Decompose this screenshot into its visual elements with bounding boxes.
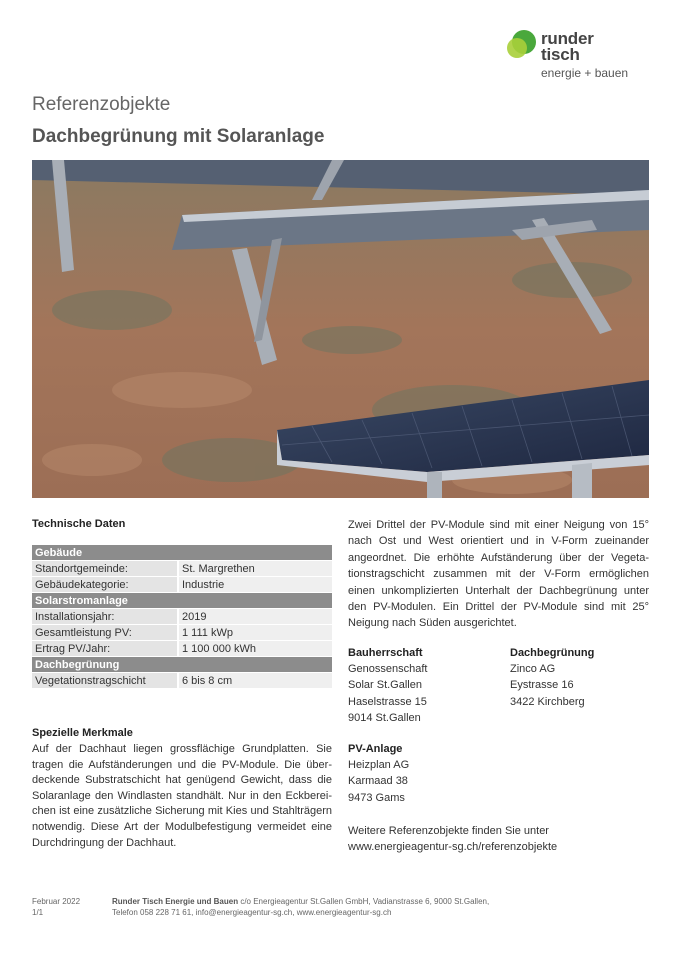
table-value: 1 111 kWp bbox=[179, 625, 332, 640]
party-line: Solar St.Gallen bbox=[348, 679, 422, 692]
features-text: Auf der Dachhaut liegen grossflächige Grundplatten. Sie tragen die Aufständerungen und die PV-Module. Die überdeckende Substratschicht hat genügend Gewicht, dass die Solaranlage den Windlasten standhält. Nur in den Eckbereichen ist eine zusätzliche Sicherung mit Kies und Stahlträgern notwendig. Diese Art der Modulbefestigung vermeidet eine Durchdringung der Dachhaut. bbox=[32, 743, 332, 849]
technical-data-title: Technische Daten bbox=[32, 518, 126, 530]
party-line: Haselstrasse 15 bbox=[348, 695, 427, 708]
table-row bbox=[32, 625, 332, 641]
party-bauherrschaft bbox=[348, 645, 428, 726]
table-row bbox=[32, 609, 332, 625]
more-references bbox=[348, 823, 557, 856]
footer-date bbox=[32, 896, 80, 918]
table-value: 6 bis 8 cm bbox=[179, 673, 332, 688]
table-value: Industrie bbox=[179, 577, 332, 592]
table-key: Gesamtleistung PV: bbox=[32, 625, 177, 640]
footer-address bbox=[112, 896, 489, 918]
party-pv bbox=[348, 741, 409, 806]
footer-date-text: Februar 2022 bbox=[32, 897, 81, 906]
table-key: Gebäudekategorie: bbox=[32, 577, 177, 592]
logo-line-1: runder bbox=[541, 29, 594, 48]
logo bbox=[505, 27, 645, 83]
table-value: 2019 bbox=[179, 609, 332, 624]
table-section-heading: Solarstromanlage bbox=[32, 593, 332, 609]
intro-text: Zwei Drittel der PV-Module sind mit einer Neigung von 15° nach Ost und West orientiert und in V-Form zueinander angeordnet. Die erhöhte Aufständerung über der Vegetationstragschicht zusammen mit der V-Form ermöglichen einen unkomplizierten Unterhalt der Dachbegrünung unter den PV-Modulen. Ein Drittel der PV-Module sind mit 25° Neigung nach Süden ausgerichtet. bbox=[348, 519, 649, 630]
page-kicker: Referenzobjekte bbox=[32, 94, 171, 115]
table-section-heading: Dachbegrünung bbox=[32, 657, 332, 673]
party-heading: Dachbegrünung bbox=[510, 647, 595, 659]
footer-address-text: c/o Energieagentur St.Gallen GmbH, Vadianstrasse 6, 9000 St.Gallen, bbox=[238, 897, 490, 906]
table-key: Installationsjahr: bbox=[32, 609, 177, 624]
features-title: Spezielle Merkmale bbox=[32, 727, 133, 739]
table-value: St. Margrethen bbox=[179, 561, 332, 576]
party-heading: PV-Anlage bbox=[348, 743, 403, 755]
more-references-text: Weitere Referenzobjekte finden Sie unter bbox=[348, 825, 549, 837]
table-key: Ertrag PV/Jahr: bbox=[32, 641, 177, 656]
table-value: 1 100 000 kWh bbox=[179, 641, 332, 656]
footer-address-line bbox=[112, 896, 489, 907]
party-line: 9473 Gams bbox=[348, 791, 405, 804]
party-line: Karmaad 38 bbox=[348, 775, 408, 788]
page-title: Dachbegrünung mit Solaranlage bbox=[32, 126, 325, 147]
logo-line-2: tisch bbox=[541, 45, 580, 64]
table-row bbox=[32, 673, 332, 689]
party-line: 9014 St.Gallen bbox=[348, 711, 421, 724]
table-row bbox=[32, 641, 332, 657]
footer-page-number: 1/1 bbox=[32, 908, 44, 917]
table-key: Standortgemeinde: bbox=[32, 561, 177, 576]
logo-line-3: energie + bauen bbox=[541, 66, 629, 80]
logo-circles-icon bbox=[505, 27, 541, 63]
party-dachbegruenung bbox=[510, 645, 594, 710]
footer-contact: Telefon 058 228 71 61, info@energieagentur-sg.ch, www.energieagentur-sg.ch bbox=[112, 908, 392, 917]
table-row bbox=[32, 561, 332, 577]
technical-data-table bbox=[32, 545, 332, 689]
party-line: Heizplan AG bbox=[348, 759, 410, 772]
table-row bbox=[32, 577, 332, 593]
party-line: Eystrasse 16 bbox=[510, 679, 574, 692]
party-line: 3422 Kirchberg bbox=[510, 695, 585, 708]
party-line: Genossenschaft bbox=[348, 663, 428, 676]
table-key: Vegetationstragschicht bbox=[32, 673, 177, 688]
party-heading: Bauherrschaft bbox=[348, 647, 423, 659]
party-line: Zinco AG bbox=[510, 663, 556, 676]
more-references-link[interactable]: www.energieagentur-sg.ch/referenzobjekte bbox=[348, 841, 558, 854]
footer-org: Runder Tisch Energie und Bauen bbox=[112, 897, 239, 906]
hero-photo bbox=[32, 160, 649, 498]
table-section-heading: Gebäude bbox=[32, 545, 332, 561]
